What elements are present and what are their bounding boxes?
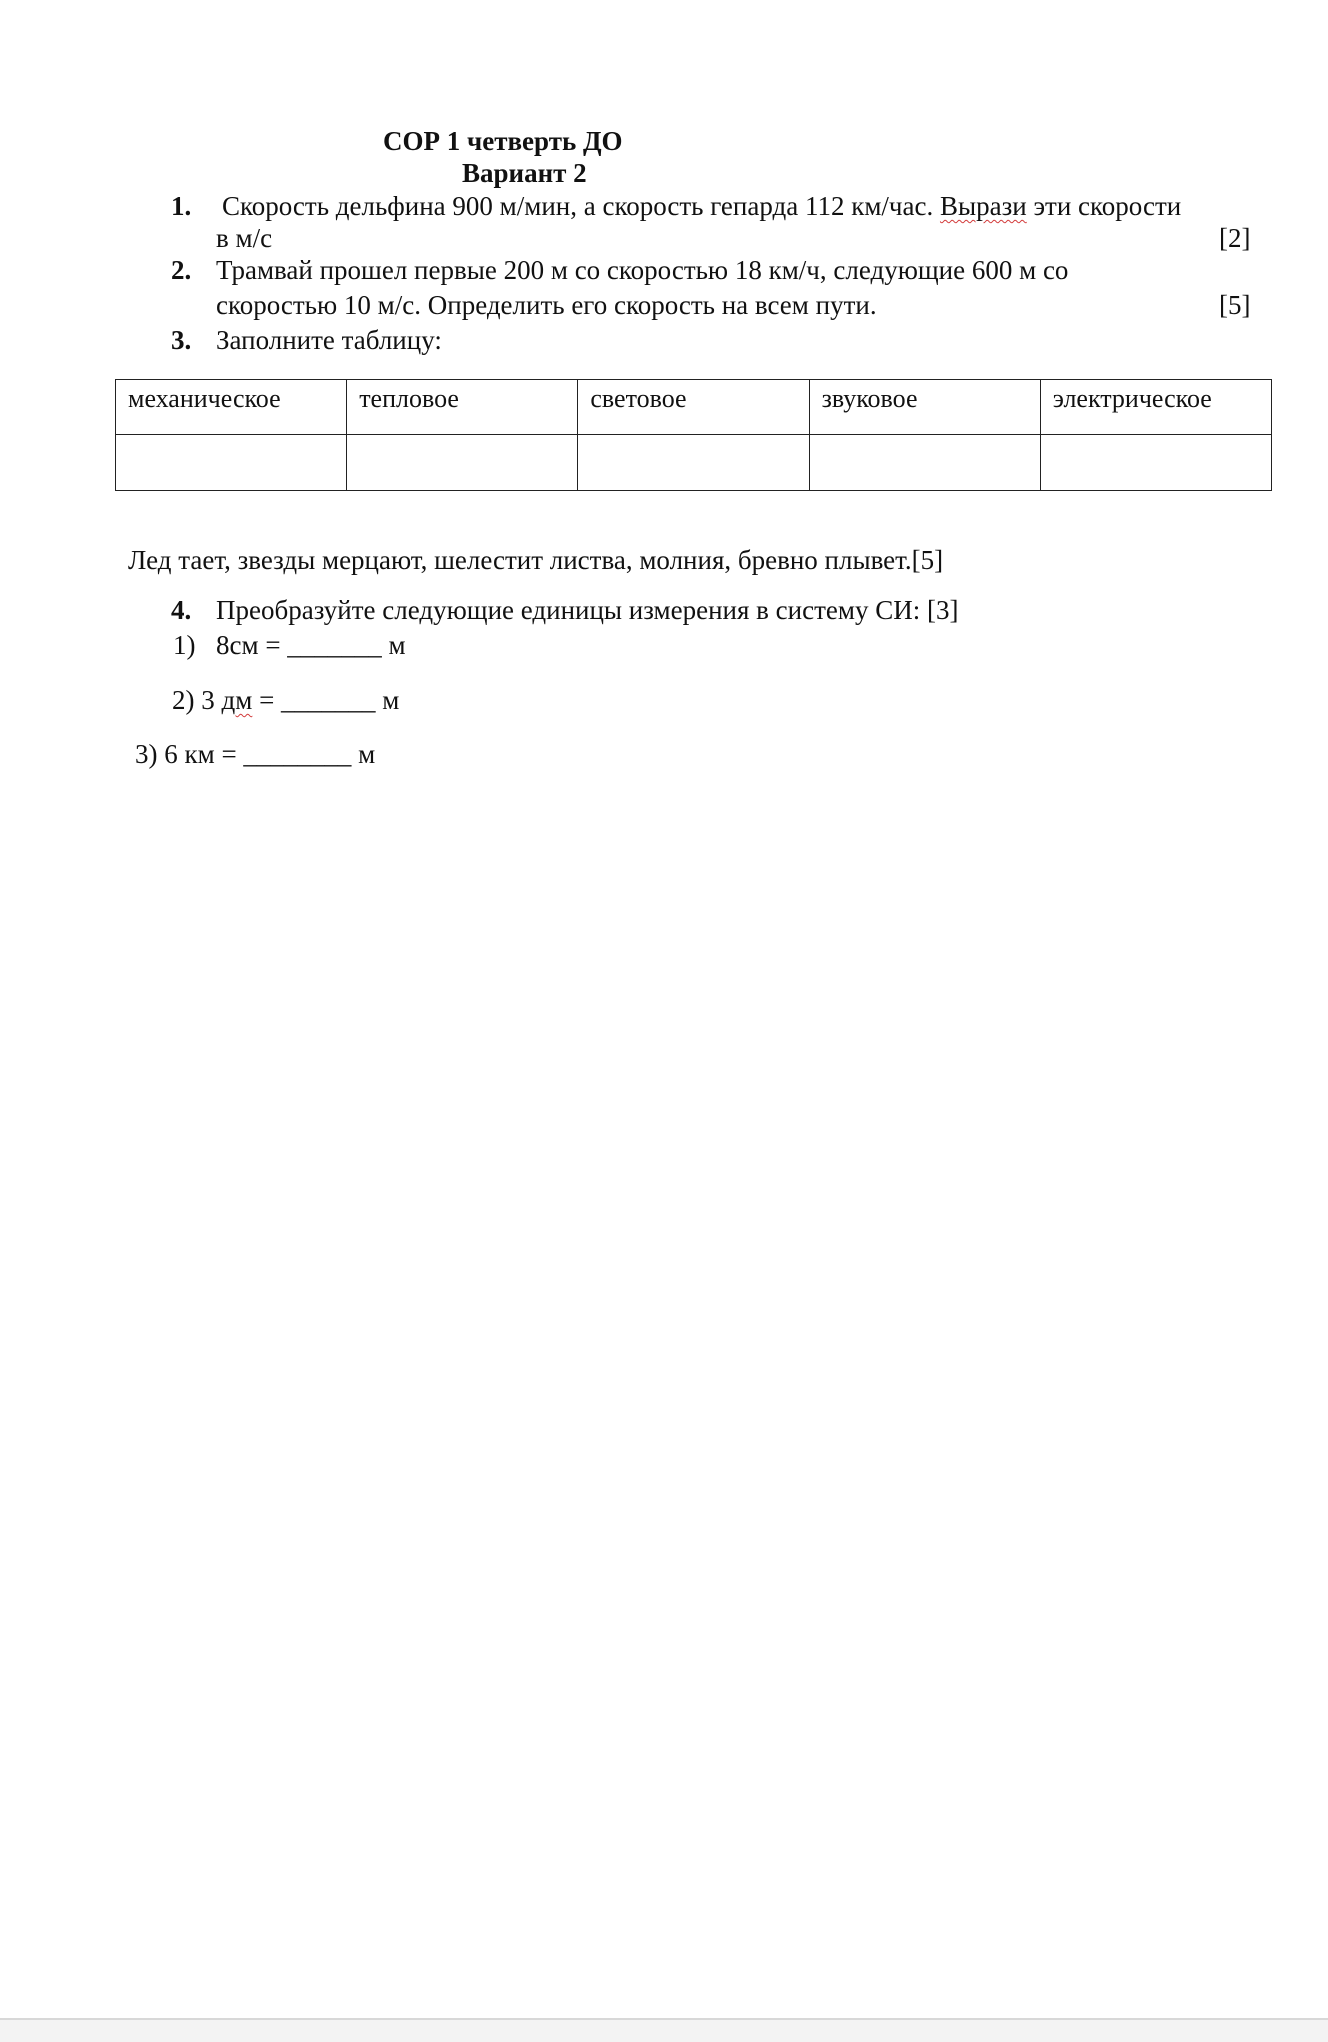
table-row [116,435,1272,491]
table-cell [1040,435,1271,491]
energy-table [115,379,1272,491]
page-bottom-band [0,2020,1328,2042]
question-2-line-2: скоростью 10 м/с. Определить его скорость на всем пути. [216,290,877,320]
table-header-cell: механическое [116,380,347,435]
variant-label: Вариант 2 [462,158,587,188]
question-1-text-b: эти скорости [1026,191,1182,221]
phenomena-list: Лед тает, звезды мерцают, шелестит листва, молния, бревно плывет.[5] [128,545,944,575]
table-cell [116,435,347,491]
table-header-row [116,380,1272,435]
question-1-text-a: Скорость дельфина 900 м/мин, а скорость гепарда 112 км/час. [222,191,940,221]
question-1-line-2: в м/с [216,223,273,253]
table-header-cell: тепловое [347,380,578,435]
question-1-points: [2] [1219,223,1251,253]
question-1-line-1 [222,191,1181,222]
question-2-line-1: Трамвай прошел первые 200 м со скоростью 18 км/ч, следующие 600 м со [216,255,1069,285]
table-cell [578,435,809,491]
conversion-3: 3) 6 км = ________ м [135,739,376,769]
table-cell [347,435,578,491]
question-4-text: Преобразуйте следующие единицы измерения в систему СИ: [3] [216,595,959,625]
table-header-cell: электрическое [1040,380,1271,435]
conversion-1-label: 1) [173,630,196,660]
question-3-line-1: Заполните таблицу: [216,325,442,355]
table-cell [809,435,1040,491]
question-3-number: 3. [171,325,192,355]
spellcheck-word: Вырази [939,191,1027,221]
question-2-number: 2. [171,255,192,285]
question-4-number: 4. [171,595,192,625]
question-1-number: 1. [171,191,192,221]
conversion-1: 8см = _______ м [216,630,406,660]
table-header-cell: звуковое [809,380,1040,435]
document-title: СОР 1 четверть ДО [383,126,623,156]
question-2-points: [5] [1219,290,1251,320]
conversion-2-text-b: = _______ м [252,685,400,715]
spellcheck-word: дм [221,685,253,715]
conversion-2-text-a: 2) 3 [172,685,222,715]
conversion-2 [172,685,399,716]
table-header-cell: световое [578,380,809,435]
